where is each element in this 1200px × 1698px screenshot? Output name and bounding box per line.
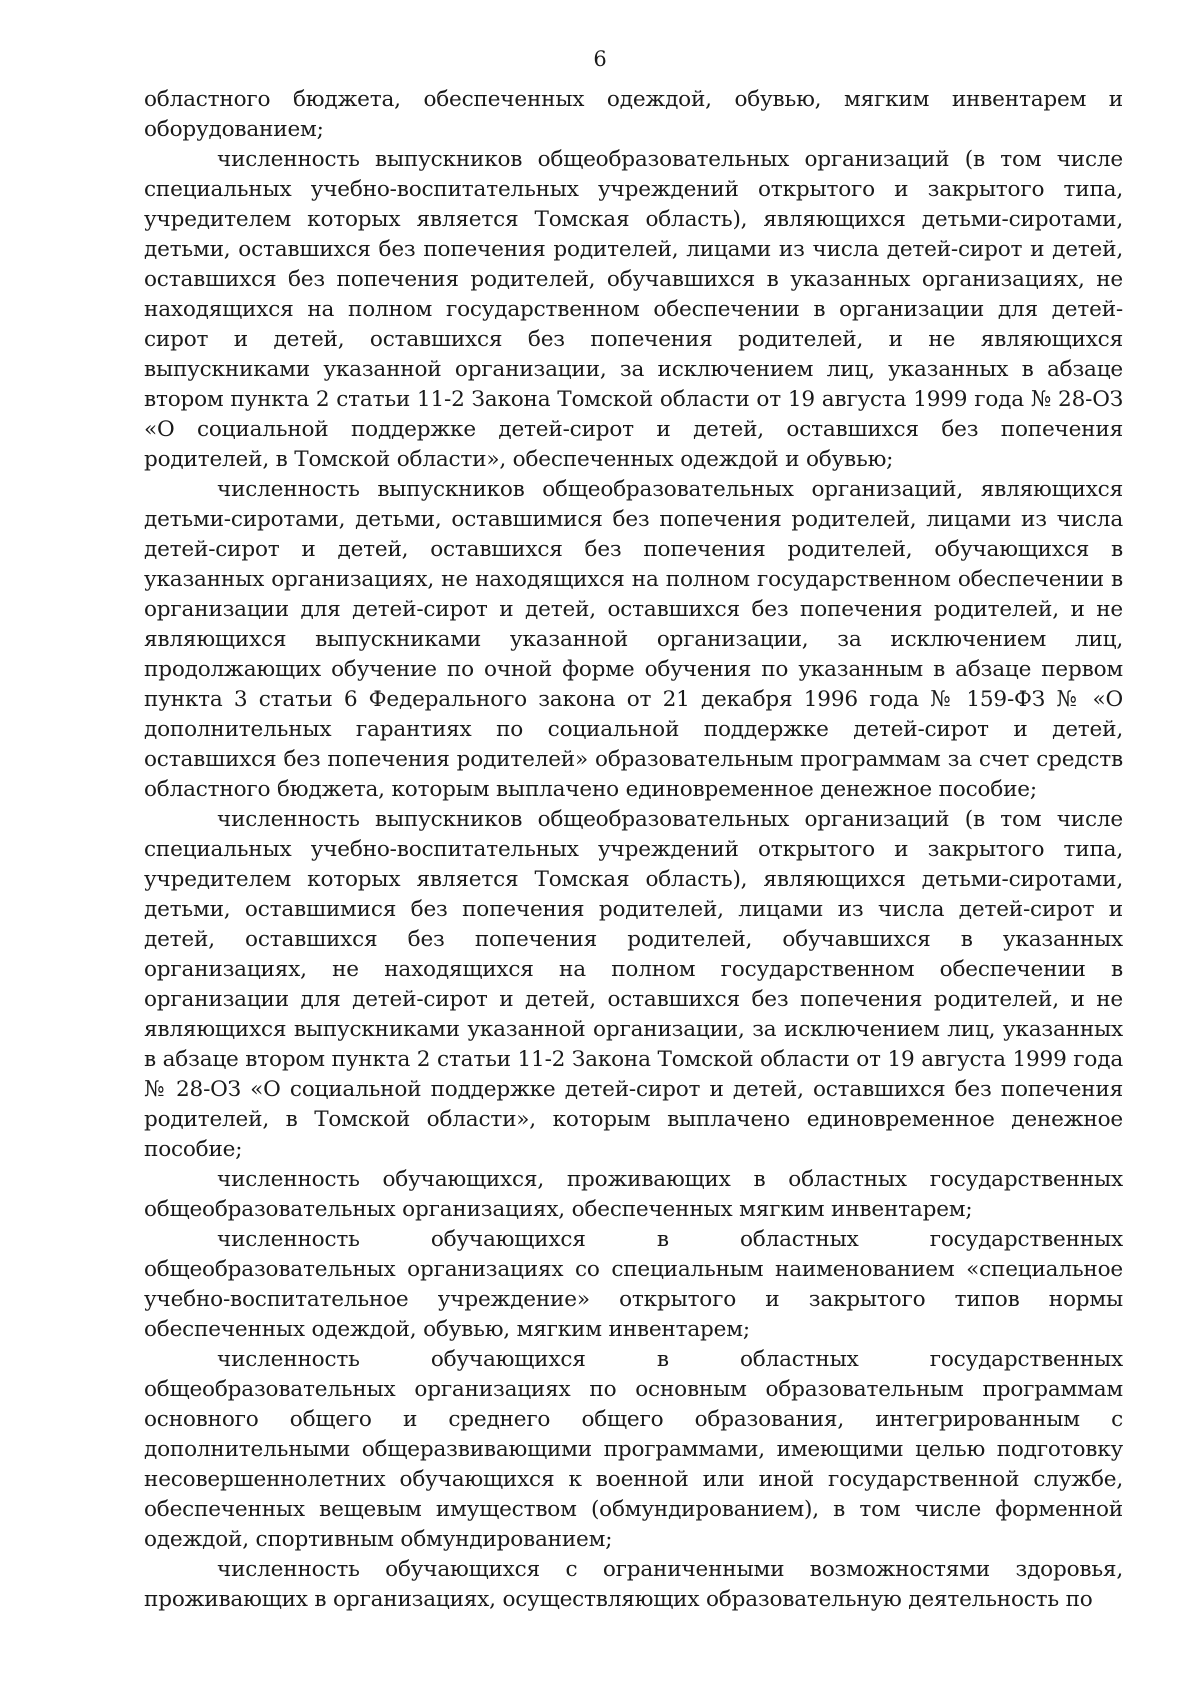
- paragraph: численность обучающихся, проживающих в областных государственных общеобразовательных организациях, обеспеченных мягким инвентарем;: [144, 1167, 1123, 1222]
- paragraph: численность обучающихся в областных государственных общеобразовательных организациях со специальным наименованием «специальное учебно-воспитательное учреждение» открытого и закрытого типов нормы обеспеченных одеждой, обувью, мягким инвентарем;: [144, 1227, 1123, 1342]
- page-number: 6: [593, 47, 607, 71]
- paragraph: численность обучающихся в областных государственных общеобразовательных организациях по основным образовательным программам основного общего и среднего общего образования, интегрированным с дополнительными общеразвивающими программами, имеющими целью подготовку несовершеннолетних обучающихся к военной или иной государственной службе, обеспеченных вещевым имуществом (обмундированием), в том числе форменной одеждой, спортивным обмундированием;: [144, 1347, 1123, 1552]
- paragraph: численность выпускников общеобразовательных организаций (в том числе специальных учебно-воспитательных учреждений открытого и закрытого типа, учредителем которых является Томская область), являющихся детьми-сиротами, детьми, оставшимися без попечения родителей, лицами из числа детей-сирот и детей, оставшихся без попечения родителей, обучавшихся в указанных организациях, не находящихся на полном государственном обеспечении в организации для детей-сирот и детей, оставшихся без попечения родителей, и не являющихся выпускниками указанной организации, за исключением лиц, указанных в абзаце втором пункта 2 статьи 11-2 Закона Томской области от 19 августа 1999 года № 28-ОЗ «О социальной поддержке детей-сирот и детей, оставшихся без попечения родителей, в Томской области», которым выплачено единовременное денежное пособие;: [144, 807, 1123, 1162]
- paragraph: численность обучающихся с ограниченными возможностями здоровья, проживающих в организациях, осуществляющих образовательную деятельность по: [144, 1557, 1123, 1612]
- document-body: [144, 85, 1123, 1615]
- paragraph: численность выпускников общеобразовательных организаций, являющихся детьми-сиротами, детьми, оставшимися без попечения родителей, лицами из числа детей-сирот и детей, оставшихся без попечения родителей, обучающихся в указанных организациях, не находящихся на полном государственном обеспечении в организации для детей-сирот и детей, оставшихся без попечения родителей, и не являющихся выпускниками указанной организации, за исключением лиц, продолжающих обучение по очной форме обучения по указанным в абзаце первом пункта 3 статьи 6 Федерального закона от 21 декабря 1996 года № 159-ФЗ № «О дополнительных гарантиях по социальной поддержке детей-сирот и детей, оставшихся без попечения родителей» образовательным программам за счет средств областного бюджета, которым выплачено единовременное денежное пособие;: [144, 477, 1123, 802]
- paragraph-continuation: областного бюджета, обеспеченных одеждой, обувью, мягким инвентарем и оборудованием;: [144, 87, 1123, 142]
- paragraph: численность выпускников общеобразовательных организаций (в том числе специальных учебно-воспитательных учреждений открытого и закрытого типа, учредителем которых является Томская область), являющихся детьми-сиротами, детьми, оставшихся без попечения родителей, лицами из числа детей-сирот и детей, оставшихся без попечения родителей, обучавшихся в указанных организациях, не находящихся на полном государственном обеспечении в организации для детей-сирот и детей, оставшихся без попечения родителей, и не являющихся выпускниками указанной организации, за исключением лиц, указанных в абзаце втором пункта 2 статьи 11-2 Закона Томской области от 19 августа 1999 года № 28-ОЗ «О социальной поддержке детей-сирот и детей, оставшихся без попечения родителей, в Томской области», обеспеченных одеждой и обувью;: [144, 147, 1123, 472]
